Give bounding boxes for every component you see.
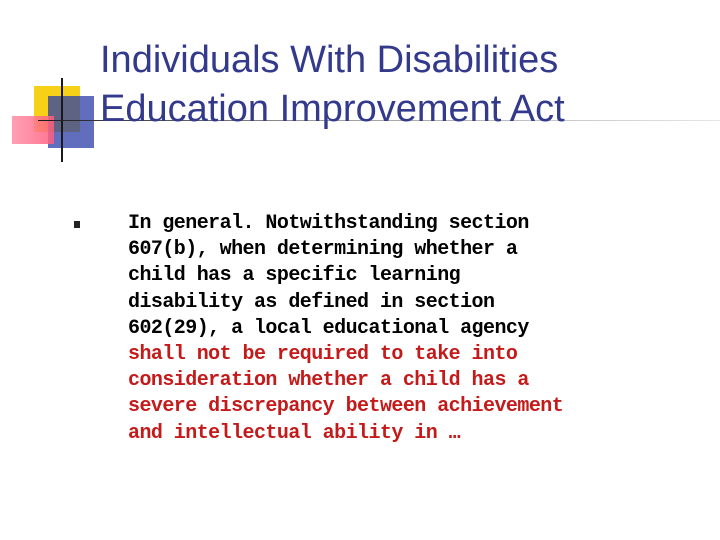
text-line: 607(b), when determining whether a: [128, 238, 518, 262]
title-line-2: Education Improvement Act: [100, 88, 565, 130]
emphasis-line: consideration whether a child has a: [128, 369, 529, 393]
title-line-1: Individuals With Disabilities: [100, 39, 559, 81]
text-line: 602(29), a local educational agency: [128, 316, 529, 340]
emphasis-line: shall not be required to take into: [128, 343, 518, 367]
emphasis-line: severe discrepancy between achievement: [128, 395, 564, 419]
text-line: disability as defined in section: [128, 290, 495, 314]
blue-square-decoration: [48, 96, 94, 148]
slide-title: [100, 36, 700, 134]
text-line: child has a specific learning: [128, 264, 461, 288]
text-line: In general. Notwithstanding section: [128, 212, 529, 235]
bullet-text: [128, 211, 708, 447]
square-bullet-icon: [74, 221, 80, 228]
emphasis-line: and intellectual ability in …: [128, 421, 461, 445]
